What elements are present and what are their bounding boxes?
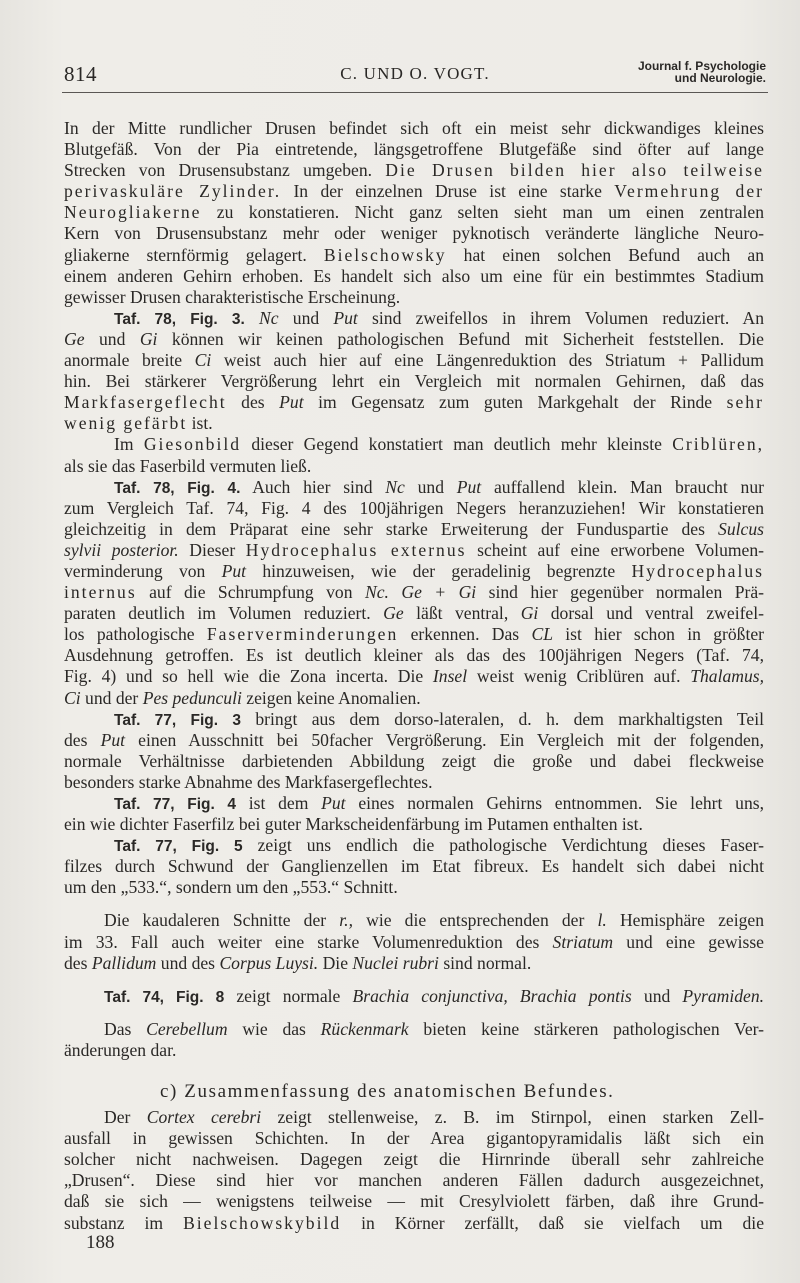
text-line: substanz im Bielschowskybild in Körner zerfällt, daß sie vielfach um die bbox=[64, 1212, 764, 1233]
text-line: ausfall in gewissen Schichten. In der Area gigantopyramidalis läßt sich ein bbox=[64, 1128, 764, 1149]
text-line: Kern von Drusensubstanz mehr oder weniger pyknotisch veränderte längliche Neuro- bbox=[64, 223, 764, 244]
running-title: C. UND O. VOGT. bbox=[340, 64, 490, 83]
text-line: In der Mitte rundlicher Drusen befindet sich oft ein meist sehr dickwandiges kleines bbox=[64, 118, 764, 138]
text-line: Die kaudaleren Schnitte der r., wie die entsprechenden der l. Hemisphäre zeigen bbox=[104, 910, 764, 931]
figure-reference: Taf. 77, Fig. 5 bbox=[114, 838, 243, 856]
text-line: anormale breite Ci weist auch hier auf eine Längenreduktion des Striatum + Pallidum bbox=[64, 350, 764, 371]
text-line: Ci und der Pes pedunculi zeigen keine Anomalien. bbox=[64, 687, 421, 708]
text-line: verminderung von Put hinzuweisen, wie der geradelinig begrenzte Hydrocephalus bbox=[64, 560, 764, 581]
text-line: sylvii posterior. Dieser Hydrocephalus externus scheint auf eine erworbene Volumen- bbox=[64, 539, 764, 560]
signature-number: 188 bbox=[86, 1232, 115, 1253]
text-line: Strecken von Drusensubstanz umgeben. Die Drusen bilden hier also teilweise bbox=[64, 160, 764, 181]
text-line: einem anderen Gehirn erhoben. Es handelt sich also um eine für ein bestimmtes Stadium bbox=[64, 265, 764, 286]
text-line: als sie das Faserbild vermuten ließ. bbox=[64, 455, 312, 476]
journal-name bbox=[638, 60, 766, 84]
text-line: Ausdehnung getroffen. Es ist deutlich kleiner als das des 100jährigen Negers (Taf. 74, bbox=[64, 645, 764, 666]
text-line: paraten deutlich im Volumen reduziert. Ge läßt ventral, Gi dorsal und ventral zweifel- bbox=[64, 603, 764, 624]
journal-name-line: und Neurologie. bbox=[674, 71, 766, 85]
text-line: Taf. 78, Fig. 3. Nc und Put sind zweifellos in ihrem Volumen reduziert. An bbox=[114, 307, 764, 328]
text-line: Neurogliakerne zu konstatieren. Nicht ganz selten sieht man um einen zentralen bbox=[64, 202, 764, 223]
journal-name-line: Journal f. Psychologie bbox=[637, 59, 766, 73]
figure-reference: Taf. 78, Fig. 3. bbox=[114, 310, 245, 328]
figure-reference: Taf. 77, Fig. 3 bbox=[114, 711, 241, 729]
text-line: besonders starke Abnahme des Markfasergeflechtes. bbox=[64, 771, 433, 792]
figure-reference: Taf. 78, Fig. 4. bbox=[114, 479, 241, 497]
text-line: wenig gefärbt ist. bbox=[64, 413, 213, 434]
text-line: solcher nicht nachweisen. Dagegen zeigt die Hirnrinde überall sehr zahlreiche bbox=[64, 1149, 764, 1170]
text-line: um den „533.“, sondern um den „553.“ Schnitt. bbox=[64, 877, 398, 898]
text-line: Blutgefäß. Von der Pia eintretende, längsgetroffene Blutgefäße sind öfter auf lange bbox=[64, 139, 764, 160]
page-header bbox=[62, 58, 768, 93]
text-line: Der Cortex cerebri zeigt stellenweise, z. B. im Stirnpol, einen starken Zell- bbox=[104, 1107, 764, 1128]
text-line: Taf. 77, Fig. 4 ist dem Put eines normalen Gehirns entnommen. Sie lehrt uns, bbox=[114, 793, 764, 813]
text-line: Im Giesonbild dieser Gegend konstatiert man deutlich mehr kleinste Criblüren, bbox=[114, 434, 764, 455]
text-line: normale Verhältnisse darbietenden Abbildung zeigt die große und dabei fleckweise bbox=[64, 750, 764, 771]
text-line: zum Vergleich Taf. 74, Fig. 4 des 100jährigen Negers heranzuziehen! Wir konstatieren bbox=[64, 497, 764, 518]
text-line: Das Cerebellum wie das Rückenmark bieten keine stärkeren pathologischen Ver- bbox=[104, 1018, 764, 1039]
text-line: Taf. 74, Fig. 8 zeigt normale Brachia conjunctiva, Brachia pontis und Pyramiden. bbox=[104, 985, 764, 1006]
text-line: gliakerne sternförmig gelagert. Bielschowsky hat einen solchen Befund auch an bbox=[64, 244, 764, 265]
body-text bbox=[64, 118, 764, 1234]
text-line: Ge und Gi können wir keinen pathologischen Befund mit Sicherheit feststellen. Die bbox=[64, 328, 764, 349]
text-line: „Drusen“. Diese sind hier vor manchen anderen Fällen dadurch ausgezeichnet, bbox=[64, 1170, 764, 1191]
text-line: internus auf die Schrumpfung von Nc. Ge + Gi sind hier gegenüber normalen Prä- bbox=[64, 582, 764, 603]
text-line: hin. Bei stärkerer Vergrößerung lehrt ein Vergleich mit normalen Gehirnen, daß das bbox=[64, 371, 764, 392]
text-line: perivaskuläre Zylinder. In der einzelnen Druse ist eine starke Vermehrung der bbox=[64, 181, 764, 202]
figure-reference: Taf. 74, Fig. 8 bbox=[104, 988, 225, 1006]
figure-reference: Taf. 77, Fig. 4 bbox=[114, 796, 237, 813]
page-number: 814 bbox=[64, 62, 97, 86]
text-line: Markfasergeflecht des Put im Gegensatz zum guten Markgehalt der Rinde sehr bbox=[64, 392, 764, 413]
text-line: gleichzeitig in dem Präparat eine sehr starke Erweiterung der Funduspartie des Sulcus bbox=[64, 518, 764, 539]
text-line: Taf. 77, Fig. 5 zeigt uns endlich die pathologische Verdichtung dieses Faser- bbox=[114, 835, 764, 856]
text-line: Taf. 78, Fig. 4. Auch hier sind Nc und Put auffallend klein. Man braucht nur bbox=[114, 476, 764, 497]
text-line: Fig. 4) und so hell wie die Zona incerta. Die Insel weist wenig Criblüren auf. Thalamus, bbox=[64, 666, 764, 687]
text-line: im 33. Fall auch weiter eine starke Volumenreduktion des Striatum und eine gewisse bbox=[64, 931, 764, 952]
text-line: daß sie sich — wenigstens teilweise — mit Cresylviolett färben, daß ihre Grund- bbox=[64, 1191, 764, 1212]
text-line: gewisser Drusen charakteristische Erscheinung. bbox=[64, 286, 401, 307]
section-heading: c) Zusammenfassung des anatomischen Befundes. bbox=[160, 1081, 615, 1103]
text-line: änderungen dar. bbox=[64, 1039, 177, 1060]
text-line: filzes durch Schwund der Ganglienzellen im Etat fibreux. Es handelt sich dabei nicht bbox=[64, 856, 764, 877]
text-line: los pathologische Faserverminderungen erkennen. Das CL ist hier schon in größter bbox=[64, 624, 764, 645]
text-line: des Put einen Ausschnitt bei 50facher Vergrößerung. Ein Vergleich mit der folgenden, bbox=[64, 729, 764, 750]
text-line: Taf. 77, Fig. 3 bringt aus dem dorso-lateralen, d. h. dem markhaltigsten Teil bbox=[114, 708, 764, 729]
text-line: des Pallidum und des Corpus Luysi. Die Nuclei rubri sind normal. bbox=[64, 952, 532, 973]
text-line: ein wie dichter Faserfilz bei guter Markscheidenfärbung im Putamen enthalten ist. bbox=[64, 814, 643, 835]
